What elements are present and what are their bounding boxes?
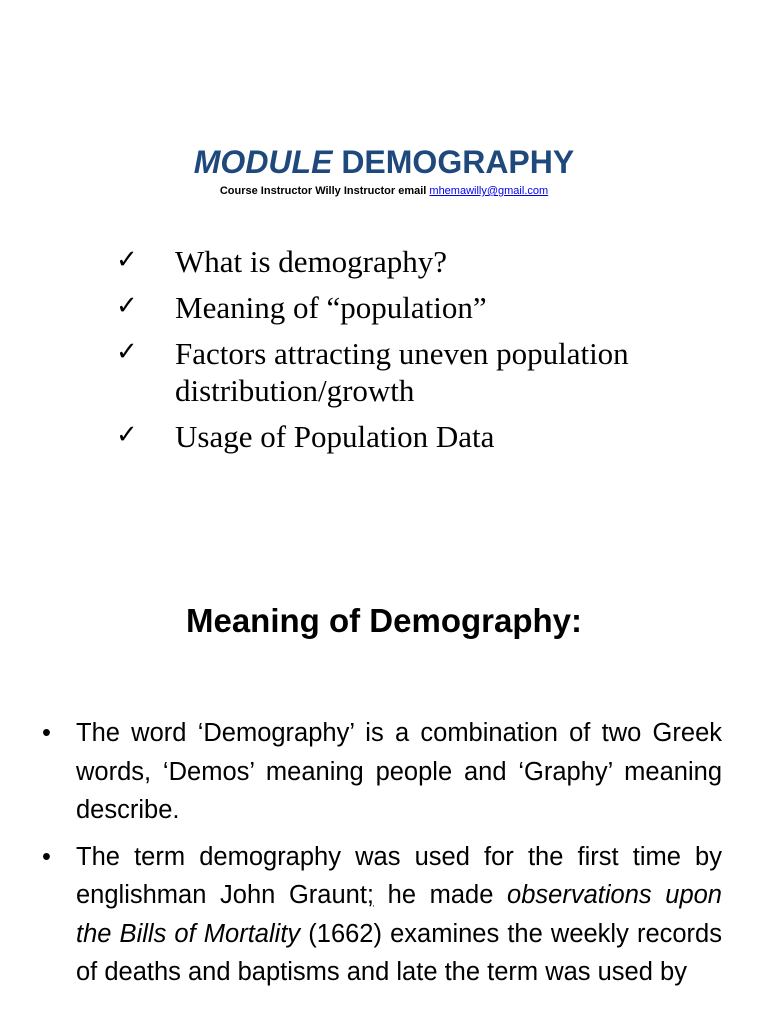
checkmark-icon: ✓ [116, 291, 138, 320]
underlined-semicolon: ; [366, 881, 375, 909]
section-heading: Meaning of Demography: [185, 602, 583, 639]
checklist-item [116, 289, 716, 326]
slide-2 [0, 560, 768, 1024]
instructor-email-link[interactable]: mhemawilly@gmail.com [429, 185, 549, 197]
checklist-item [116, 335, 716, 409]
checklist-item [116, 243, 716, 280]
italic-book-title: observations upon the Bills of Mortality [76, 881, 722, 948]
checkmark-icon: ✓ [116, 245, 138, 274]
module-title [0, 143, 768, 181]
course-instructor-line [0, 183, 768, 199]
bullet-text-part: (1662) examines the weekly records of deaths and baptisms and late the term was used by [76, 919, 722, 986]
topics-checklist [116, 243, 716, 464]
bullet-text-part: The term demography was used for the first time by englishman John Graunt [76, 842, 722, 909]
title-demography-word: DEMOGRAPHY [332, 144, 575, 180]
checklist-item-text: Usage of Population Data [175, 419, 495, 454]
checkmark-icon: ✓ [116, 420, 138, 449]
checklist-item [116, 418, 716, 455]
bullet-item [40, 714, 722, 830]
bullet-icon: • [42, 842, 51, 871]
title-module-word: MODULE [193, 144, 333, 180]
checklist-item-text: Meaning of “population” [175, 290, 487, 325]
instructor-text: Course Instructor Willy Instructor email [219, 185, 430, 197]
bullet-text: The word ‘Demography’ is a combination of two Greek words, ‘Demos’ meaning people and ‘Graphy’ meaning describe. [76, 719, 722, 824]
checkmark-icon: ✓ [116, 337, 138, 366]
bullet-item [40, 838, 722, 992]
definition-bullets [40, 714, 722, 1000]
bullet-text-part: he made [374, 881, 508, 909]
checklist-item-text: What is demography? [175, 244, 448, 279]
bullet-icon: • [42, 719, 51, 747]
checklist-item-text: Factors attracting uneven population distribution/growth [175, 336, 629, 408]
